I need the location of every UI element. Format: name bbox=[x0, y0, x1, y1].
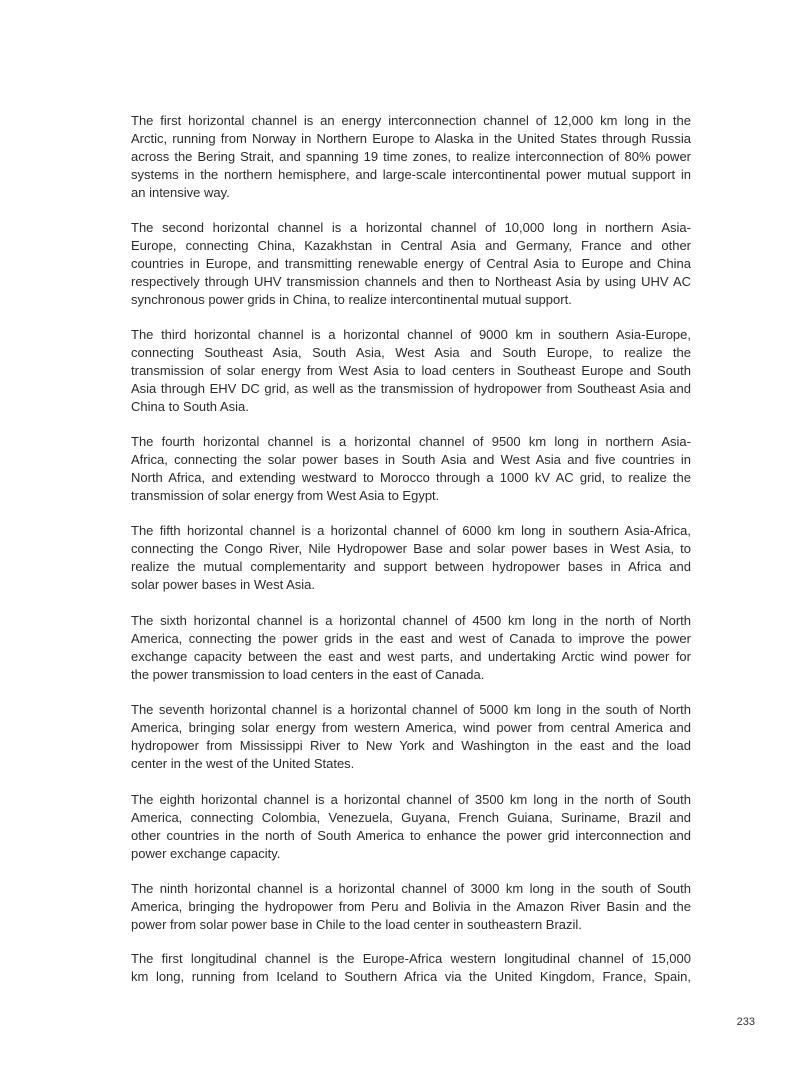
text-line: connecting the Congo River, Nile Hydropower Base and solar power bases in West Asia, to bbox=[131, 540, 691, 556]
text-line: km long, running from Iceland to Southern Africa via the United Kingdom, France, Spain, bbox=[131, 968, 691, 984]
page-number: 233 bbox=[736, 1016, 755, 1028]
text-line: America, bringing solar energy from western America, wind power from central America and bbox=[131, 719, 691, 735]
paragraph bbox=[131, 112, 691, 201]
text-line: transmission of solar energy from West Asia to Egypt. bbox=[131, 487, 440, 503]
text-line: The first horizontal channel is an energy interconnection channel of 12,000 km long in the bbox=[131, 113, 691, 128]
text-line: America, connecting Colombia, Venezuela, Guyana, French Guiana, Suriname, Brazil and bbox=[131, 809, 691, 825]
text-line: other countries in the north of South America to enhance the power grid interconnection and bbox=[131, 827, 691, 843]
text-line: solar power bases in West Asia. bbox=[131, 576, 316, 592]
paragraph bbox=[131, 880, 691, 934]
paragraph bbox=[131, 219, 691, 308]
text-line: Africa, connecting the solar power bases in South Asia and West Asia and five countries in bbox=[131, 451, 691, 467]
paragraph bbox=[131, 433, 691, 505]
text-line: an intensive way. bbox=[131, 184, 230, 200]
text-line: systems in the northern hemisphere, and large-scale intercontinental power mutual support in bbox=[131, 166, 691, 182]
text-line: The sixth horizontal channel is a horizontal channel of 4500 km long in the north of North bbox=[131, 613, 691, 628]
text-line: realize the mutual complementarity and support between hydropower bases in Africa and bbox=[131, 558, 691, 574]
text-line: synchronous power grids in China, to realize intercontinental mutual support. bbox=[131, 291, 572, 307]
text-line: The third horizontal channel is a horizontal channel of 9000 km in southern Asia-Europe, bbox=[131, 327, 691, 342]
text-line: hydropower from Mississippi River to New York and Washington in the east and the load bbox=[131, 737, 691, 753]
text-line: North Africa, and extending westward to Morocco through a 1000 kV AC grid, to realize the bbox=[131, 469, 691, 485]
paragraph bbox=[131, 522, 691, 594]
text-line: transmission of solar energy from West Asia to load centers in Southeast Europe and South bbox=[131, 362, 691, 378]
paragraph bbox=[131, 326, 691, 415]
text-line: exchange capacity between the east and west parts, and undertaking Arctic wind power for bbox=[131, 648, 691, 664]
paragraph bbox=[131, 950, 691, 986]
text-line: The fourth horizontal channel is a horizontal channel of 9500 km long in northern Asia- bbox=[131, 434, 691, 449]
text-line: Arctic, running from Norway in Northern Europe to Alaska in the United States through Russia bbox=[131, 130, 691, 146]
text-line: The ninth horizontal channel is a horizontal channel of 3000 km long in the south of South bbox=[131, 881, 691, 896]
text-line: America, connecting the power grids in the east and west of Canada to improve the power bbox=[131, 630, 691, 646]
text-line: power exchange capacity. bbox=[131, 845, 281, 861]
text-line: connecting Southeast Asia, South Asia, West Asia and South Europe, to realize the bbox=[131, 344, 691, 360]
text-line: across the Bering Strait, and spanning 19 time zones, to realize interconnection of 80% power bbox=[131, 148, 691, 164]
text-line: power from solar power base in Chile to the load center in southeastern Brazil. bbox=[131, 916, 582, 932]
text-line: The seventh horizontal channel is a horizontal channel of 5000 km long in the south of North bbox=[131, 702, 691, 717]
text-line: The first longitudinal channel is the Europe-Africa western longitudinal channel of 15,000 bbox=[131, 951, 691, 966]
text-line: America, bringing the hydropower from Peru and Bolivia in the Amazon River Basin and the bbox=[131, 898, 691, 914]
text-line: the power transmission to load centers in the east of Canada. bbox=[131, 666, 485, 682]
text-line: Asia through EHV DC grid, as well as the transmission of hydropower from Southeast Asia and bbox=[131, 380, 691, 396]
text-line: center in the west of the United States. bbox=[131, 755, 355, 771]
text-line: China to South Asia. bbox=[131, 398, 249, 414]
text-line: The fifth horizontal channel is a horizontal channel of 6000 km long in southern Asia-Africa, bbox=[131, 523, 691, 538]
paragraph bbox=[131, 612, 691, 684]
text-line: respectively through UHV transmission channels and then to Northeast Asia by using UHV AC bbox=[131, 273, 691, 289]
text-line: countries in Europe, and transmitting renewable energy of Central Asia to Europe and China bbox=[131, 255, 691, 271]
text-line: The second horizontal channel is a horizontal channel of 10,000 long in northern Asia- bbox=[131, 220, 691, 235]
text-line: Europe, connecting China, Kazakhstan in Central Asia and Germany, France and other bbox=[131, 237, 691, 253]
paragraph bbox=[131, 791, 691, 863]
paragraph bbox=[131, 701, 691, 773]
text-line: The eighth horizontal channel is a horizontal channel of 3500 km long in the north of South bbox=[131, 792, 691, 807]
